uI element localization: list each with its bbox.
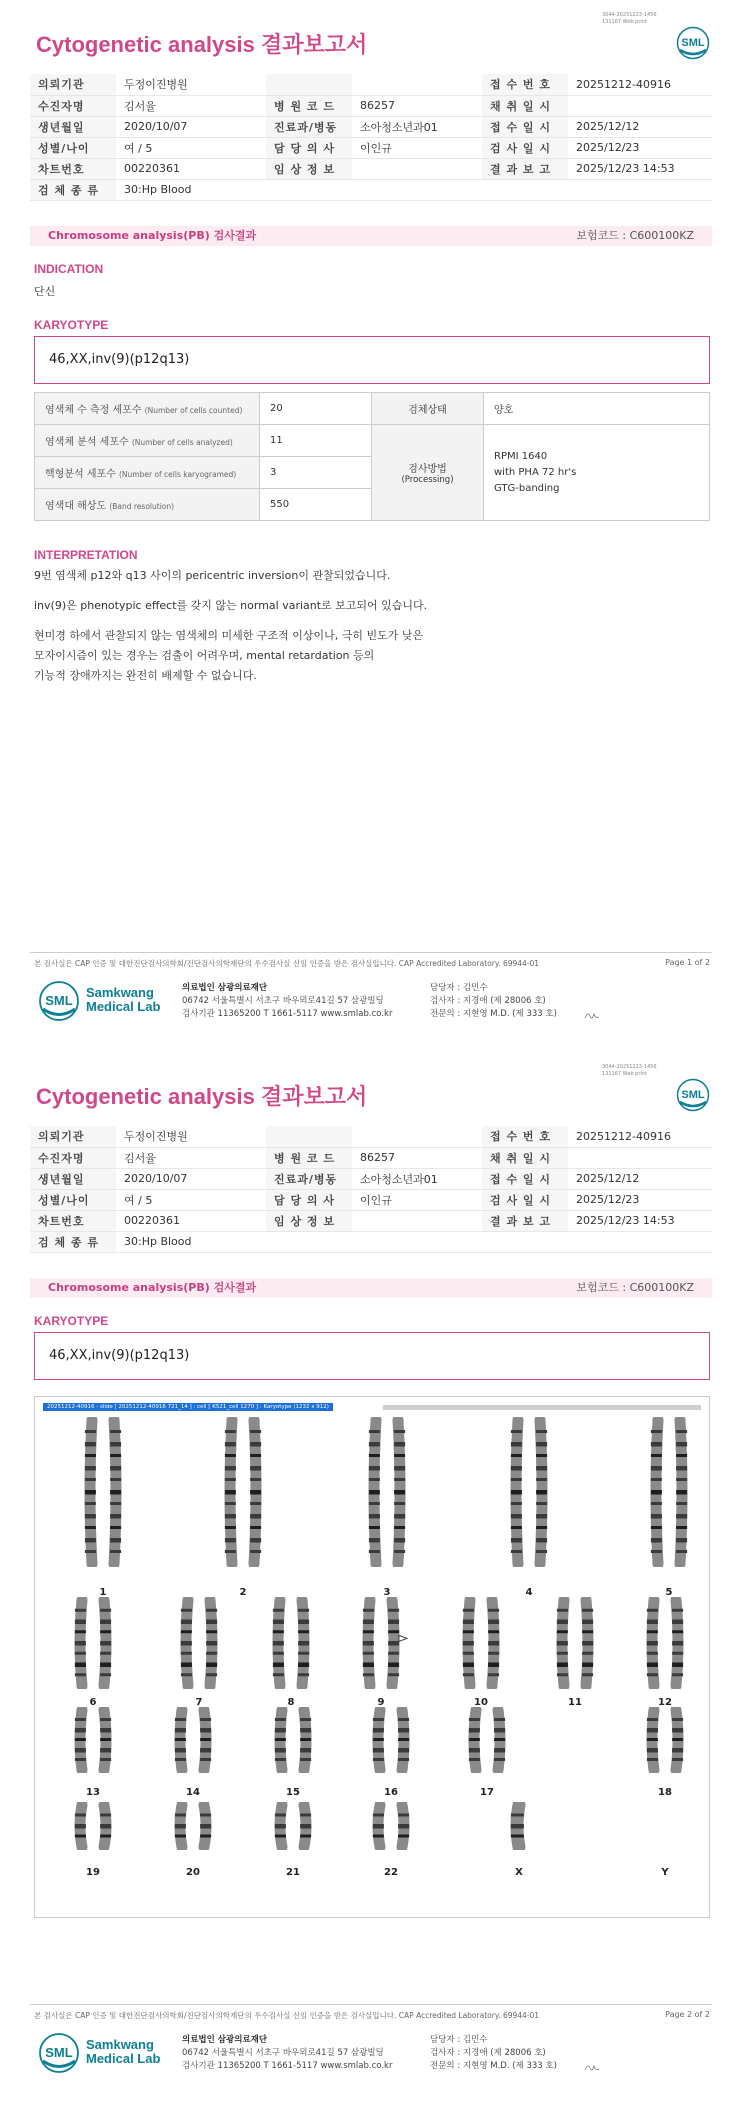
print-meta [602, 12, 657, 26]
patient-info-table [30, 74, 712, 201]
interpretation-line-3: 현미경 하에서 관찰되지 않는 염색체의 미세한 구조적 이상이나, 극히 빈도가 낮은 [34, 629, 424, 642]
samkwang-logo [38, 980, 80, 1022]
chromosome-pair-5 [641, 1417, 697, 1567]
value-test-date: 2025/12/23 [568, 137, 712, 158]
chromosome-pair-7 [171, 1597, 227, 1689]
chromosome-pair-17 [459, 1707, 515, 1773]
samkwang-logo [38, 2032, 80, 2074]
staff-info: 담당자 : 김민수 검사자 : 지경애 (제 28006 호) 전문의 : 지현영 M.D. (제 333 호) [430, 2035, 557, 2071]
svg-text:SML: SML [681, 1089, 705, 1101]
label-receipt-no: 접 수 번 호 [482, 74, 568, 95]
brand-name: Samkwang Medical Lab [86, 2037, 161, 2066]
band-label: 염색대 해상도 (Band resolution) [35, 489, 260, 521]
karyotype-heading: KARYOTYPE [34, 1314, 109, 1328]
band-value: 550 [260, 489, 372, 521]
result-section-bar: Chromosome analysis(PB) 검사결과 보험코드 : C600100KZ [30, 1278, 712, 1298]
label-test-date: 검 사 일 시 [482, 137, 568, 158]
interpretation-text [34, 566, 427, 686]
label-subject: 수진자명 [30, 95, 116, 116]
label-clinical: 임 상 정 보 [266, 158, 352, 179]
value-chart: 00220361 [116, 158, 266, 179]
value-receipt-no: 20251212-40916 [568, 74, 712, 95]
label-collect-date: 채 취 일 시 [482, 95, 568, 116]
chromosome-label-8: 8 [287, 1697, 295, 1708]
label-hospital-code: 병 원 코 드 [266, 95, 352, 116]
value-subject: 김서율 [116, 95, 266, 116]
accreditation-note: 본 검사실은 CAP 인증 및 대한진단검사의학회/진단검사의학재단의 우수검사실 신임 인증을 받은 검사실입니다. CAP Accredited Laboratory. 69944-01 [34, 2011, 540, 2020]
karyotype-heading: KARYOTYPE [34, 318, 109, 332]
brand-name: Samkwang Medical Lab [86, 985, 161, 1014]
chromosome-label-3: 3 [383, 1587, 391, 1598]
result-section-title: Chromosome analysis(PB) 검사결과 [48, 229, 257, 242]
chromosome-pair-21 [265, 1802, 321, 1850]
chromosome-pair-2 [215, 1417, 271, 1567]
sml-logo [676, 1078, 710, 1112]
label-report-date: 결 과 보 고 [482, 158, 568, 179]
chromosome-label-16: 16 [384, 1787, 398, 1798]
method-label: 검사방법 (Processing) [372, 425, 484, 521]
chromosome-label-22: 22 [384, 1867, 398, 1878]
label-receipt-date: 접 수 일 시 [482, 116, 568, 137]
chromosome-pair-22 [363, 1802, 419, 1850]
page-number: Page 2 of 2 [665, 2010, 710, 2019]
chromosome-pair-20 [165, 1802, 221, 1850]
chromosome-label-1: 1 [99, 1587, 107, 1598]
org-info: 의료법인 삼광의료재단 06742 서울특별시 서초구 바우뫼로41길 57 삼광빌딩 검사기관 11365200 T 1661-5117 www.smlab.co.kr [182, 983, 393, 1019]
chromosome-pair-12 [637, 1597, 693, 1689]
chromosome-pair-14 [165, 1707, 221, 1773]
result-section-bar [30, 226, 712, 246]
chromosome-pair-9 [353, 1597, 409, 1689]
document-title: Cytogenetic analysis 결과보고서 [36, 32, 368, 57]
chromosome-label-5: 5 [665, 1587, 673, 1598]
chromosome-label-2: 2 [239, 1587, 247, 1598]
karyogramed-value: 3 [260, 457, 372, 489]
print-meta: 3044-20251223-1456 131167 Web print [602, 1064, 657, 1077]
staff-info: 담당자 : 김민수 검사자 : 지경애 (제 28006 호) 전문의 : 지현영 M.D. (제 333 호) [430, 983, 557, 1019]
accreditation-note: 본 검사실은 CAP 인증 및 대한진단검사의학회/진단검사의학재단의 우수검사실 신임 인증을 받은 검사실입니다. CAP Accredited Laboratory. 69944-01 [34, 959, 540, 968]
interpretation-line-1: 9번 염색체 p12와 q13 사이의 pericentric inversion이 관찰되었습니다. [34, 569, 391, 582]
chromosome-label-20: 20 [186, 1867, 200, 1878]
chromosome-label-15: 15 [286, 1787, 300, 1798]
karyogram-caption: 20251212-40916 - slide [ 20251212-40916 721_14 ] : cell [ K521_cell 1270 ] : Karyotype (1232 x 912) [43, 1403, 333, 1411]
label-doctor: 담 당 의 사 [266, 137, 352, 158]
specimen-state-value: 양호 [484, 393, 710, 425]
label-specimen: 검 체 종 류 [30, 179, 116, 200]
chromosome-label-11: 11 [568, 1697, 582, 1708]
document-title: Cytogenetic analysis 결과보고서 [36, 1084, 368, 1109]
chromosome-pair-18 [637, 1707, 693, 1773]
value-birth: 2020/10/07 [116, 116, 266, 137]
chromosome-pair-1 [75, 1417, 131, 1567]
interpretation-line-4: 모자이시즘이 있는 경우는 검출이 어려우며, mental retardation 등의 [34, 649, 375, 662]
image-header-bar [383, 1405, 701, 1410]
svg-text:SML: SML [681, 37, 705, 49]
chromosome-label-17: 17 [480, 1787, 494, 1798]
sml-logo [676, 26, 710, 60]
label-birth: 생년월일 [30, 116, 116, 137]
karyogramed-label: 핵형분석 세포수 (Number of cells karyogramed) [35, 457, 260, 489]
chromosome-label-18: 18 [658, 1787, 672, 1798]
chromosome-label-9: 9 [377, 1697, 385, 1708]
chromosome-label-21: 21 [286, 1867, 300, 1878]
chromosome-label-Y: Y [661, 1867, 669, 1878]
value-req-org: 두정이진병원 [116, 74, 266, 95]
chromosome-pair-19 [65, 1802, 121, 1850]
print-meta-line1: 3044-20251223-1456 [602, 12, 657, 18]
label-dept: 진료과/병동 [266, 116, 352, 137]
page-number: Page 1 of 2 [665, 958, 710, 967]
interpretation-line-2: inv(9)은 phenotypic effect를 갖지 않는 normal variant로 보고되어 있습니다. [34, 599, 428, 612]
method-value: RPMI 1640 with PHA 72 hr's GTG-banding [484, 425, 710, 521]
value-sex-age: 여 / 5 [116, 137, 266, 158]
value-dept: 소아청소년과01 [352, 116, 482, 137]
value-receipt-date: 2025/12/12 [568, 116, 712, 137]
chromosome-label-19: 19 [86, 1867, 100, 1878]
cell-count-table [34, 392, 710, 521]
chromosome-label-7: 7 [195, 1697, 203, 1708]
chromosome-label-13: 13 [86, 1787, 100, 1798]
value-report-date: 2025/12/23 14:53 [568, 158, 712, 179]
chromosome-pair-4 [501, 1417, 557, 1567]
analyzed-label: 염색체 분석 세포수 (Number of cells analyzed) [35, 425, 260, 457]
signature [584, 2062, 600, 2072]
interpretation-line-5: 기능적 장애까지는 완전히 배제할 수 없습니다. [34, 669, 257, 682]
chromosome-pair-8 [263, 1597, 319, 1689]
svg-text:SML: SML [45, 2045, 73, 2060]
analyzed-value: 11 [260, 425, 372, 457]
insurance-code: 보험코드 : C600100KZ [576, 229, 694, 242]
value-clinical [352, 158, 482, 179]
interpretation-heading: INTERPRETATION [34, 548, 138, 562]
print-meta-line2: 131167 Web print [602, 19, 647, 25]
chromosome-pair-13 [65, 1707, 121, 1773]
svg-text:SML: SML [45, 993, 73, 1008]
value-specimen: 30:Hp Blood [116, 179, 712, 200]
chromosome-pair-3 [359, 1417, 415, 1567]
karyogram-image [34, 1396, 710, 1918]
org-info: 의료법인 삼광의료재단 06742 서울특별시 서초구 바우뫼로41길 57 삼광빌딩 검사기관 11365200 T 1661-5117 www.smlab.co.kr [182, 2035, 393, 2071]
counted-label: 염색체 수 측정 세포수 (Number of cells counted) [35, 393, 260, 425]
chromosome-pair-X [491, 1802, 547, 1850]
indication-heading: INDICATION [34, 262, 104, 276]
specimen-state-label: 검체상태 [372, 393, 484, 425]
chromosome-pair-16 [363, 1707, 419, 1773]
chromosome-label-6: 6 [89, 1697, 97, 1708]
chromosome-label-14: 14 [186, 1787, 200, 1798]
value-collect-date [568, 95, 712, 116]
chromosome-label-4: 4 [525, 1587, 533, 1598]
chromosome-pair-11 [547, 1597, 603, 1689]
karyotype-result: 46,XX,inv(9)(p12q13) [34, 1332, 710, 1380]
chromosome-label-10: 10 [474, 1697, 488, 1708]
report-page-2 [0, 1052, 744, 2104]
chromosome-pair-10 [453, 1597, 509, 1689]
label-chart: 차트번호 [30, 158, 116, 179]
chromosome-pair-15 [265, 1707, 321, 1773]
label-req-org: 의뢰기관 [30, 74, 116, 95]
patient-info-table: 의뢰기관 두정이진병원 접 수 번 호 20251212-40916 수진자명 김서율 병 원 코 드 86257 채 취 일 시 생년월일 2020/10/07 진료과/병동 소아청소년과01 접 수 일 시 2025/12/12 성별/나이 여 / 5 담 당 의 사 이인규 검 사 일 시 2025/12/23 차트번호 00220361 임 상 정 보 결 과 보 고 2025/12/23 14:53 검 체 종 류 30:Hp Blood [30, 1126, 712, 1253]
value-hospital-code: 86257 [352, 95, 482, 116]
counted-value: 20 [260, 393, 372, 425]
indication-text: 단신 [34, 285, 56, 298]
value-doctor: 이인규 [352, 137, 482, 158]
signature [584, 1010, 600, 1020]
chromosome-pair-6 [65, 1597, 121, 1689]
chromosome-label-12: 12 [658, 1697, 672, 1708]
label-sex-age: 성별/나이 [30, 137, 116, 158]
chromosome-label-X: X [515, 1867, 523, 1878]
karyotype-result: 46,XX,inv(9)(p12q13) [34, 336, 710, 384]
